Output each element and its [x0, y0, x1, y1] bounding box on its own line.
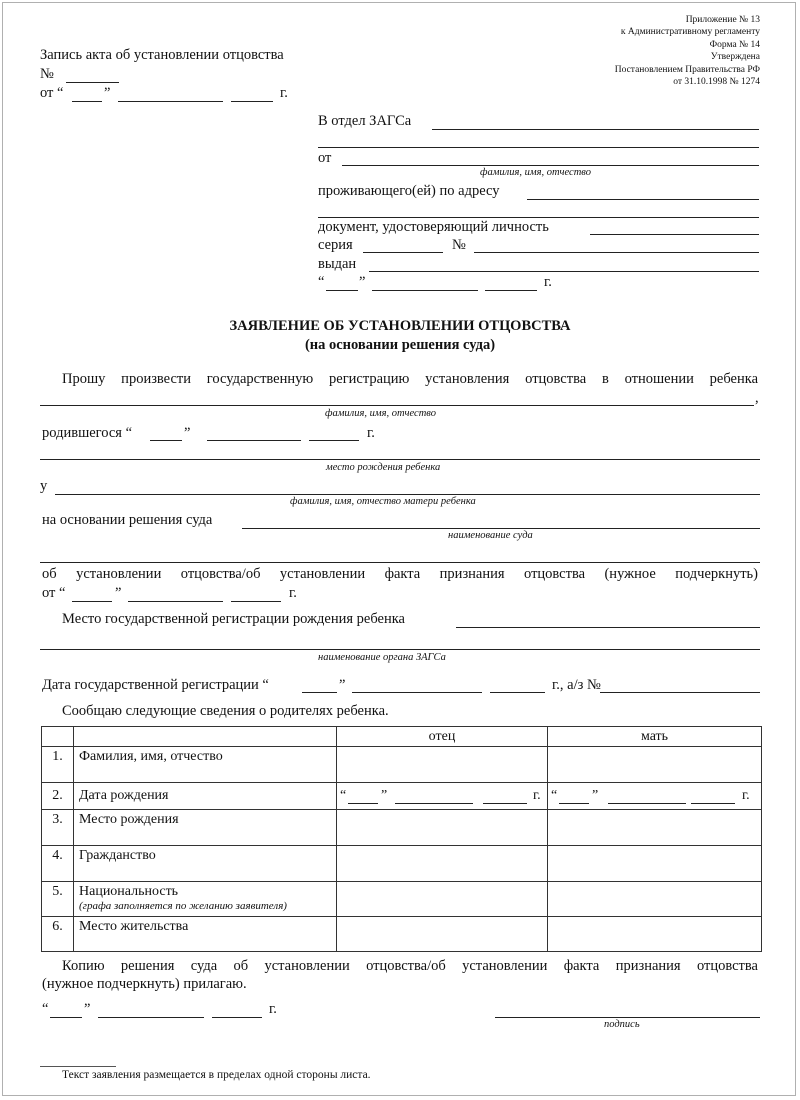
- row-number: 1.: [42, 747, 74, 783]
- mother-month-field[interactable]: [608, 803, 686, 804]
- father-nationality-cell[interactable]: [337, 882, 548, 917]
- record-year-suffix: г.: [280, 85, 288, 101]
- birth-month-field[interactable]: [207, 440, 301, 441]
- issued-year-suffix: г.: [544, 274, 552, 290]
- decision-quote-close: ”: [115, 585, 122, 601]
- father-birthdate-cell[interactable]: [337, 783, 548, 810]
- reg-year-field[interactable]: [490, 692, 545, 693]
- copy-text-line2: (нужное подчеркнуть) прилагаю.: [42, 976, 247, 992]
- applicant-fio-field[interactable]: [342, 165, 759, 166]
- reg-quote-close: ”: [339, 677, 346, 693]
- father-month-field[interactable]: [395, 803, 473, 804]
- table-row: [42, 846, 762, 882]
- zags-label: В отдел ЗАГСа: [318, 113, 412, 129]
- court-caption: наименование суда: [448, 530, 533, 541]
- sign-year-suffix: г.: [269, 1001, 277, 1017]
- sign-month-field[interactable]: [98, 1017, 204, 1018]
- mother-caption: фамилия, имя, отчество матери ребенка: [290, 496, 476, 507]
- mother-birthplace-cell[interactable]: [548, 810, 762, 846]
- issued-label: выдан: [318, 256, 357, 272]
- father-residence-cell[interactable]: [337, 917, 548, 952]
- date-close: ”: [381, 788, 388, 803]
- fio-caption: фамилия, имя, отчество: [480, 167, 591, 178]
- father-birthplace-cell[interactable]: [337, 810, 548, 846]
- mother-residence-cell[interactable]: [548, 917, 762, 952]
- table-row: [42, 783, 762, 810]
- reg-place-caption: наименование органа ЗАГСа: [318, 652, 446, 663]
- court-field-line2[interactable]: [40, 562, 760, 563]
- issued-date-open: “: [318, 274, 325, 290]
- nationality-note: (графа заполняется по желанию заявителя): [79, 900, 287, 912]
- signature-caption: подпись: [604, 1019, 640, 1030]
- reg-place-label: Место государственной регистрации рождения ребенка: [62, 611, 405, 627]
- mother-year-field[interactable]: [691, 803, 735, 804]
- document-subtitle: (на основании решения суда): [304, 337, 496, 353]
- record-number-field[interactable]: [66, 82, 119, 83]
- birthplace-field[interactable]: [40, 459, 760, 460]
- row-label: Место жительства: [74, 917, 337, 952]
- reg-day-field[interactable]: [302, 692, 337, 693]
- table-row: [42, 747, 762, 783]
- comma: ,: [755, 390, 759, 406]
- issued-field[interactable]: [369, 271, 759, 272]
- address-field-line2[interactable]: [318, 217, 759, 218]
- record-month-field[interactable]: [118, 101, 223, 102]
- from-label: от: [318, 150, 332, 166]
- series-label: серия: [318, 237, 353, 253]
- mother-citizenship-cell[interactable]: [548, 846, 762, 882]
- appendix-line: к Административному регламенту: [620, 27, 760, 38]
- record-title: Запись акта об установлении отцовства: [40, 47, 284, 63]
- appendix-line: Приложение № 13: [685, 15, 760, 25]
- address-label: проживающего(ей) по адресу: [318, 183, 500, 199]
- mother-fio-field[interactable]: [55, 494, 760, 495]
- record-number-label: №: [40, 66, 54, 82]
- birth-year-field[interactable]: [309, 440, 359, 441]
- zags-field[interactable]: [432, 129, 759, 130]
- child-fio-caption: фамилия, имя, отчество: [325, 408, 436, 419]
- row-number: 2.: [42, 783, 74, 810]
- decision-text: об установлении отцовства/об установлении факта признания отцовства (нужное подчеркнуть): [42, 566, 758, 582]
- doc-number-label: №: [452, 237, 466, 253]
- birth-day-field[interactable]: [150, 440, 182, 441]
- footnote: Текст заявления размещается в пределах одной стороны листа.: [62, 1069, 371, 1081]
- appendix-line: Постановлением Правительства РФ: [614, 64, 760, 75]
- mother-day-field[interactable]: [559, 803, 589, 804]
- sign-date-open: “: [42, 1001, 49, 1017]
- decision-day-field[interactable]: [72, 601, 112, 602]
- issued-date-close: ”: [359, 274, 366, 290]
- row-label-cell: [74, 882, 337, 917]
- doc-number-field[interactable]: [474, 252, 759, 253]
- request-text: Прошу произвести государственную регистрацию установления отцовства в отношении ребенка: [62, 371, 758, 387]
- copy-text-line1: Копию решения суда об установлении отцовства/об установлении факта признания отцовства: [62, 958, 758, 974]
- date-close: ”: [592, 788, 599, 803]
- decision-month-field[interactable]: [128, 601, 223, 602]
- row-number: 3.: [42, 810, 74, 846]
- footnote-divider: [40, 1066, 116, 1067]
- decision-year-field[interactable]: [231, 601, 281, 602]
- issued-year-field[interactable]: [485, 290, 537, 291]
- sign-date-close: ”: [84, 1001, 91, 1017]
- year-suffix: г.: [533, 788, 541, 803]
- decision-year-suffix: г.: [289, 585, 297, 601]
- record-year-field[interactable]: [231, 101, 273, 102]
- reg-place-field[interactable]: [456, 627, 760, 628]
- record-date-prefix: от “: [40, 85, 64, 101]
- record-act-number-field[interactable]: [600, 692, 760, 693]
- table-row: [42, 810, 762, 846]
- record-quote-close: ”: [104, 85, 111, 101]
- appendix-line: от 31.10.1998 № 1274: [673, 77, 760, 88]
- row-number: 5.: [42, 882, 74, 917]
- mother-nationality-cell[interactable]: [548, 882, 762, 917]
- born-quote-close: ”: [184, 425, 191, 441]
- reg-place-field-line2[interactable]: [40, 649, 760, 650]
- appendix-line: Форма № 14: [709, 39, 760, 50]
- birthplace-caption: место рождения ребенка: [326, 462, 441, 473]
- appendix-block: [615, 14, 760, 88]
- row-number: 4.: [42, 846, 74, 882]
- court-label: на основании решения суда: [42, 512, 213, 528]
- child-fio-field[interactable]: [40, 405, 754, 406]
- father-citizenship-cell[interactable]: [337, 846, 548, 882]
- row-number: 6.: [42, 917, 74, 952]
- mother-fio-cell[interactable]: [548, 747, 762, 783]
- parents-table: [41, 726, 762, 952]
- document-label: документ, удостоверяющий личность: [318, 219, 549, 235]
- table-row: [42, 882, 762, 917]
- father-header: отец: [337, 727, 548, 747]
- issued-month-field[interactable]: [372, 290, 478, 291]
- year-suffix: г.: [742, 788, 750, 803]
- mother-birthdate-cell[interactable]: [548, 783, 762, 810]
- table-header-row: [42, 727, 762, 747]
- zags-field-line2[interactable]: [318, 147, 759, 148]
- mother-prefix: у: [40, 478, 48, 494]
- row-label: Место рождения: [74, 810, 337, 846]
- sign-year-field[interactable]: [212, 1017, 262, 1018]
- row-label: Фамилия, имя, отчество: [74, 747, 337, 783]
- court-field[interactable]: [242, 528, 760, 529]
- reg-date-label: Дата государственной регистрации “: [42, 677, 269, 693]
- document-title: ЗАЯВЛЕНИЕ ОБ УСТАНОВЛЕНИИ ОТЦОВСТВА: [229, 318, 571, 334]
- born-prefix: родившегося “: [42, 425, 133, 441]
- address-field[interactable]: [527, 199, 759, 200]
- appendix-line: Утверждена: [710, 52, 760, 63]
- table-row: [42, 917, 762, 952]
- row-label: Национальность: [79, 884, 179, 899]
- issued-day-field[interactable]: [326, 290, 358, 291]
- document-field[interactable]: [590, 234, 759, 235]
- parents-intro: Сообщаю следующие сведения о родителях ребенка.: [62, 703, 389, 719]
- decision-date-prefix: от “: [42, 585, 66, 601]
- date-open: “: [551, 788, 558, 803]
- date-open: “: [340, 788, 347, 803]
- reg-year-suffix: г., а/з №: [552, 677, 601, 693]
- born-year-suffix: г.: [367, 425, 375, 441]
- reg-month-field[interactable]: [352, 692, 482, 693]
- mother-header: мать: [548, 727, 762, 747]
- header-cell: [74, 727, 337, 747]
- father-day-field[interactable]: [348, 803, 378, 804]
- series-field[interactable]: [363, 252, 443, 253]
- signature-field[interactable]: [495, 1017, 760, 1018]
- father-year-field[interactable]: [483, 803, 527, 804]
- sign-day-field[interactable]: [50, 1017, 82, 1018]
- row-label: Гражданство: [74, 846, 337, 882]
- father-fio-cell[interactable]: [337, 747, 548, 783]
- record-day-field[interactable]: [72, 101, 102, 102]
- header-cell: [42, 727, 74, 747]
- row-label: Дата рождения: [74, 783, 337, 810]
